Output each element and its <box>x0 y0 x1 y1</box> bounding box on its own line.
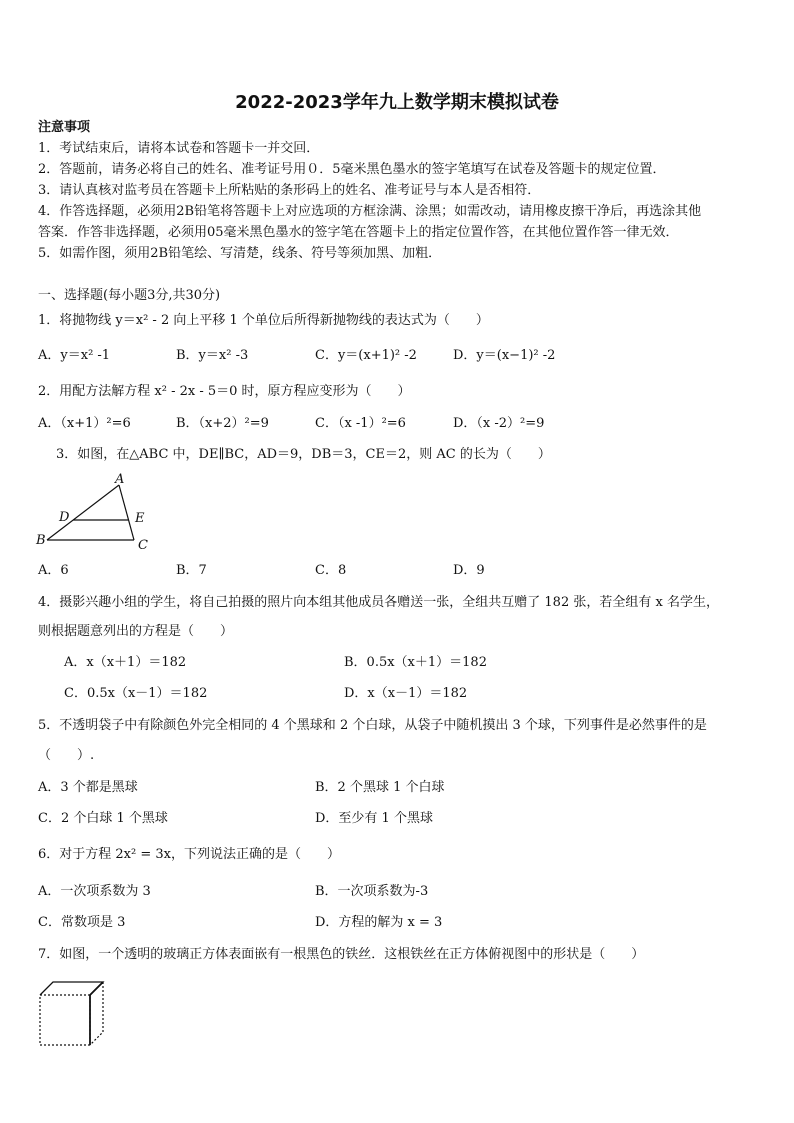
question-4-stem: 4．摄影兴趣小组的学生，将自己拍摄的照片向本组其他成员各赠送一张，全组共互赠了 182 张，若全组有 x 名学生， <box>38 595 719 610</box>
label-d: D <box>59 510 70 525</box>
q3-option-d: D．9 <box>453 563 485 578</box>
q3-option-a: A．6 <box>38 563 69 578</box>
label-e: E <box>135 511 145 526</box>
question-5-stem: 5．不透明袋子中有除颜色外完全相同的 4 个黑球和 2 个白球，从袋子中随机摸出 3 个球，下列事件是必然事件的是 <box>38 718 707 733</box>
notice-heading: 注意事项 <box>38 120 91 135</box>
notice-item: 3．请认真核对监考员在答题卡上所粘贴的条形码上的姓名、准考证号与本人是否相符． <box>38 183 541 198</box>
question-7-stem: 7．如图，一个透明的玻璃正方体表面嵌有一根黑色的铁丝．这根铁丝在正方体俯视图中的形状是（ ） <box>38 947 645 962</box>
question-5-stem-cont: （ ）. <box>38 748 95 763</box>
question-2-stem: 2．用配方法解方程 x² - 2x - 5＝0 时，原方程应变形为（ ） <box>38 384 411 399</box>
q4-option-a: A．x（x＋1）＝182 <box>64 655 187 670</box>
question-1-stem: 1．将抛物线 y＝x² - 2 向上平移 1 个单位后所得新抛物线的表达式为（ ） <box>38 313 489 328</box>
q2-option-d: D．（x -2）²=9 <box>453 416 545 431</box>
q6-option-c: C．常数项是 3 <box>38 915 126 930</box>
question-4-stem-cont: 则根据题意列出的方程是（ ） <box>38 624 234 639</box>
triangle-figure <box>34 472 154 554</box>
q3-option-c: C．8 <box>315 563 347 578</box>
q6-option-a: A．一次项系数为 3 <box>38 884 151 899</box>
q1-option-b: B．y＝x² -3 <box>176 348 249 363</box>
q5-option-a: A．3 个都是黑球 <box>38 780 138 795</box>
notice-item: 4．作答选择题，必须用2B铅笔将答题卡上对应选项的方框涂满、涂黑；如需改动，请用橡皮擦干净后，再选涂其他 <box>38 204 702 219</box>
q5-option-c: C．2 个白球 1 个黑球 <box>38 811 168 826</box>
q5-option-b: B．2 个黑球 1 个白球 <box>315 780 445 795</box>
question-6-stem: 6．对于方程 2x² = 3x，下列说法正确的是（ ） <box>38 847 340 862</box>
q1-option-d: D．y＝(x−1)² -2 <box>453 348 556 363</box>
notice-item: 5．如需作图，须用2B铅笔绘、写清楚，线条、符号等须加黑、加粗． <box>38 246 442 261</box>
q1-option-c: C．y＝(x+1)² -2 <box>315 348 417 363</box>
notice-item: 答案．作答非选择题，必须用05毫米黑色墨水的签字笔在答题卡上的指定位置作答，在其他位置作答一律无效． <box>38 225 679 240</box>
question-3-stem: 3．如图，在△ABC 中，DE∥BC，AD＝9，DB＝3，CE＝2，则 AC 的长为（ ） <box>56 447 551 462</box>
notice-item: 2．答题前，请务必将自己的姓名、准考证号用０．5毫米黑色墨水的签字笔填写在试卷及答题卡的规定位置． <box>38 162 666 177</box>
q4-option-d: D．x（x－1）＝182 <box>344 686 468 701</box>
q6-option-d: D．方程的解为 x = 3 <box>315 915 443 930</box>
label-a: A <box>115 472 125 487</box>
notice-item: 1．考试结束后，请将本试卷和答题卡一并交回． <box>38 141 320 156</box>
q5-option-d: D．至少有 1 个黑球 <box>315 811 433 826</box>
q2-option-c: C．（x -1）²=6 <box>315 416 406 431</box>
q4-option-b: B．0.5x（x＋1）＝182 <box>344 655 487 670</box>
q1-option-a: A．y＝x² -1 <box>38 348 111 363</box>
cube-figure <box>36 978 108 1050</box>
q2-option-b: B．（x+2）²=9 <box>176 416 269 431</box>
section-heading: 一、选择题(每小题3分,共30分) <box>38 288 221 303</box>
label-c: C <box>138 538 148 553</box>
label-b: B <box>36 533 46 548</box>
page-title: 2022-2023学年九上数学期末模拟试卷 <box>235 92 559 113</box>
q2-option-a: A．（x+1）²=6 <box>38 416 131 431</box>
q4-option-c: C．0.5x（x－1）＝182 <box>64 686 208 701</box>
q3-option-b: B．7 <box>176 563 207 578</box>
q6-option-b: B．一次项系数为-3 <box>315 884 429 899</box>
